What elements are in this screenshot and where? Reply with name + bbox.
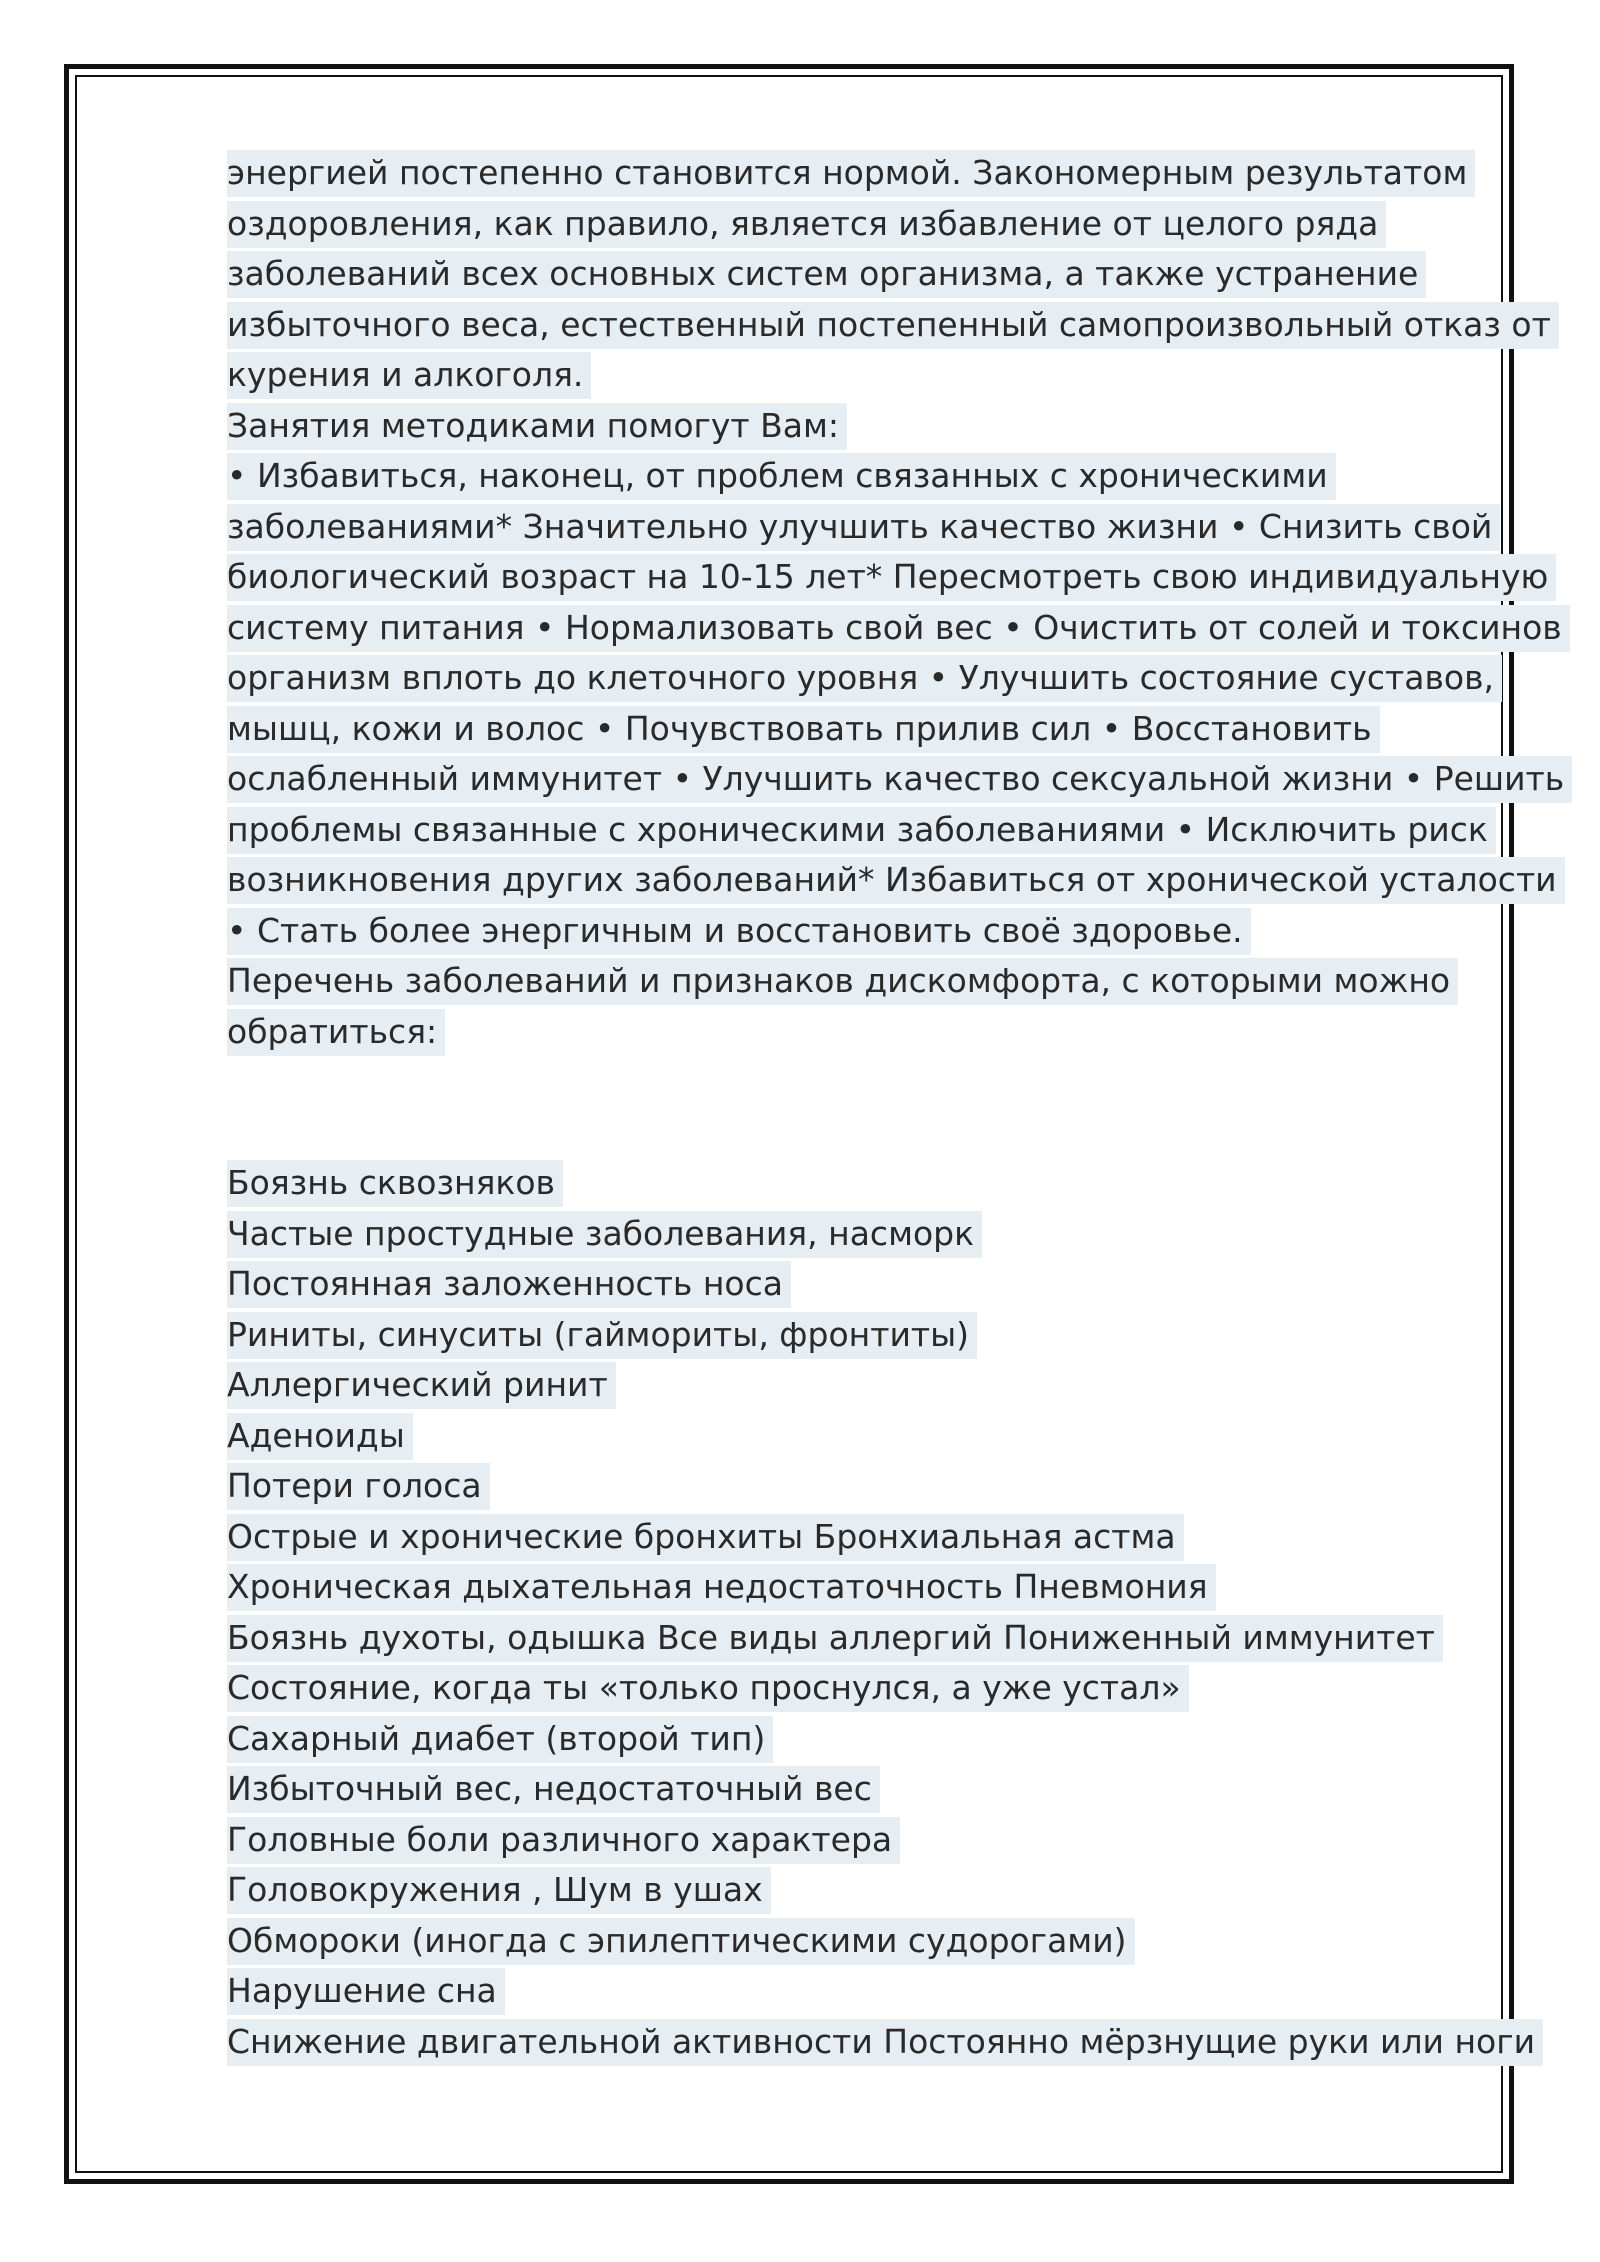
highlighted-text: Головокружения , Шум в ушах bbox=[227, 1867, 771, 1914]
text-line bbox=[227, 704, 1477, 755]
highlighted-text: Боязнь духоты, одышка Все виды аллергий Пониженный иммунитет bbox=[227, 1615, 1443, 1662]
highlighted-text: ослабленный иммунитет • Улучшить качество сексуальной жизни • Решить bbox=[227, 756, 1572, 803]
list-item bbox=[227, 1562, 1477, 1613]
text-line bbox=[227, 1007, 1477, 1058]
list-item bbox=[227, 1815, 1477, 1866]
highlighted-text: Частые простудные заболевания, насморк bbox=[227, 1211, 982, 1258]
text-line bbox=[227, 401, 1477, 452]
highlighted-text: обратиться: bbox=[227, 1009, 445, 1056]
highlighted-text: Постоянная заложенность носа bbox=[227, 1261, 791, 1308]
text-line bbox=[227, 451, 1477, 502]
list-item bbox=[227, 1360, 1477, 1411]
list-item bbox=[227, 1764, 1477, 1815]
text-line bbox=[227, 249, 1477, 300]
text-line bbox=[227, 300, 1551, 351]
highlighted-text: Состояние, когда ты «только проснулся, а уже устал» bbox=[227, 1665, 1189, 1712]
list-item bbox=[227, 1613, 1477, 1664]
list-item bbox=[227, 1310, 1477, 1361]
highlighted-text: курения и алкоголя. bbox=[227, 352, 591, 399]
highlighted-text: Головные боли различного характера bbox=[227, 1817, 900, 1864]
text-line bbox=[227, 906, 1477, 957]
list-item bbox=[227, 1663, 1477, 1714]
highlighted-text: возникновения других заболеваний* Избавиться от хронической усталости bbox=[227, 857, 1565, 904]
highlighted-text: проблемы связанные с хроническими заболеваниями • Исключить риск bbox=[227, 807, 1496, 854]
highlighted-text: Хроническая дыхательная недостаточность Пневмония bbox=[227, 1564, 1216, 1611]
highlighted-text: оздоровления, как правило, является избавление от целого ряда bbox=[227, 201, 1386, 248]
highlighted-text: Аллергический ринит bbox=[227, 1362, 616, 1409]
highlighted-text: Обмороки (иногда с эпилептическими судорогами) bbox=[227, 1918, 1135, 1965]
highlighted-text: биологический возраст на 10-15 лет* Пересмотреть свою индивидуальную bbox=[227, 554, 1556, 601]
blank-space bbox=[227, 1057, 1477, 1158]
document-body bbox=[227, 148, 1565, 2067]
list-item bbox=[227, 1158, 1477, 1209]
highlighted-text: Снижение двигательной активности Постоянно мёрзнущие руки или ноги bbox=[227, 2019, 1543, 2066]
highlighted-text: энергией постепенно становится нормой. Закономерным результатом bbox=[227, 150, 1475, 197]
text-line bbox=[227, 552, 1549, 603]
list-item bbox=[227, 2017, 1536, 2068]
highlighted-text: заболеваниями* Значительно улучшить качество жизни • Снизить свой bbox=[227, 504, 1500, 551]
highlighted-text: Перечень заболеваний и признаков дискомфорта, с которыми можно bbox=[227, 958, 1458, 1005]
highlighted-text: Риниты, синуситы (гаймориты, фронтиты) bbox=[227, 1312, 977, 1359]
text-line bbox=[227, 956, 1477, 1007]
highlighted-text: Острые и хронические бронхиты Бронхиальная астма bbox=[227, 1514, 1184, 1561]
list-item bbox=[227, 1209, 1477, 1260]
intro-paragraph bbox=[227, 148, 1565, 1057]
text-line bbox=[227, 805, 1488, 856]
highlighted-text: • Избавиться, наконец, от проблем связанных с хроническими bbox=[227, 453, 1336, 500]
list-item bbox=[227, 1259, 1477, 1310]
text-line bbox=[227, 653, 1495, 704]
highlighted-text: Занятия методиками помогут Вам: bbox=[227, 403, 847, 450]
highlighted-text: Потери голоса bbox=[227, 1463, 490, 1510]
highlighted-text: Сахарный диабет (второй тип) bbox=[227, 1716, 773, 1763]
text-line bbox=[227, 754, 1565, 805]
text-line bbox=[227, 603, 1562, 654]
text-line bbox=[227, 855, 1557, 906]
list-item bbox=[227, 1714, 1477, 1765]
list-item bbox=[227, 1411, 1477, 1462]
list-item bbox=[227, 1461, 1477, 1512]
highlighted-text: систему питания • Нормализовать свой вес • Очистить от солей и токсинов bbox=[227, 605, 1570, 652]
list-item bbox=[227, 1865, 1477, 1916]
text-line bbox=[227, 199, 1477, 250]
text-line bbox=[227, 148, 1477, 199]
highlighted-text: заболеваний всех основных систем организма, а также устранение bbox=[227, 251, 1426, 298]
highlighted-text: избыточного веса, естественный постепенный самопроизвольный отказ от bbox=[227, 302, 1559, 349]
text-line bbox=[227, 350, 1477, 401]
highlighted-text: Аденоиды bbox=[227, 1413, 413, 1460]
highlighted-text: организм вплоть до клеточного уровня • Улучшить состояние суставов, bbox=[227, 655, 1502, 702]
highlighted-text: мышц, кожи и волос • Почувствовать прилив сил • Восстановить bbox=[227, 706, 1380, 753]
highlighted-text: Избыточный вес, недостаточный вес bbox=[227, 1766, 880, 1813]
list-item bbox=[227, 1916, 1477, 1967]
conditions-list bbox=[227, 1158, 1536, 2067]
highlighted-text: Нарушение сна bbox=[227, 1968, 505, 2015]
list-item bbox=[227, 1512, 1477, 1563]
highlighted-text: • Стать более энергичным и восстановить своё здоровье. bbox=[227, 908, 1251, 955]
text-line bbox=[227, 502, 1493, 553]
highlighted-text: Боязнь сквозняков bbox=[227, 1160, 563, 1207]
list-item bbox=[227, 1966, 1477, 2017]
